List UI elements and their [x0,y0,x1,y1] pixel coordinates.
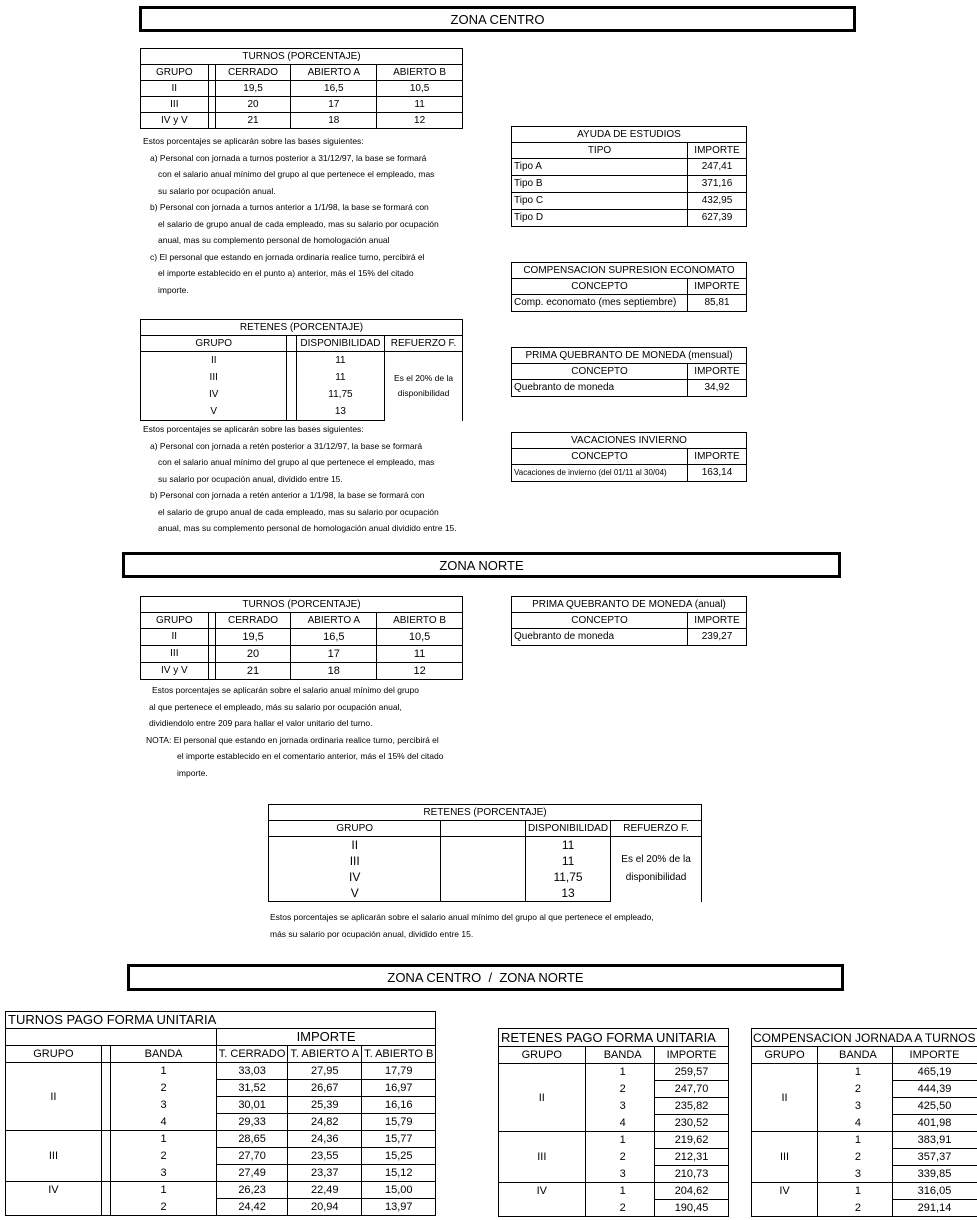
table-title: TURNOS (PORCENTAJE) [141,597,463,613]
cell-importe: 163,14 [688,465,747,482]
cell-concepto: Quebranto de moneda [512,629,688,646]
note-line: c) El personal que estando en jornada ordinaria realice turno, percibirá el [150,251,425,262]
cell-value: 15,77 [362,1131,436,1148]
spacer-column [208,629,215,646]
banner-zona-norte: ZONA NORTE [122,552,841,578]
cell-value: 33,03 [216,1063,288,1080]
col-header: IMPORTE [655,1047,729,1064]
table-economato [511,262,747,312]
cell-importe: 235,82 [655,1098,729,1115]
note-line: Estos porcentajes se aplicarán sobre las bases siguientes: [143,136,364,146]
table-retenes-centro [140,319,463,421]
note-line: el importe establecido en el punto a) anterior, más el 15% del citado [158,268,414,278]
spacer-column [441,821,526,837]
table-row [141,352,463,370]
cell-importe: 401,98 [892,1115,977,1132]
cell-grupo: IV [141,386,287,403]
cell-value: 17,79 [362,1063,436,1080]
table-quebranto-anual [511,596,747,646]
cell-importe: 291,14 [892,1200,977,1217]
cell-banda: 2 [111,1199,216,1216]
cell-importe: 316,05 [892,1183,977,1200]
note-line: anual, mas su complemento personal de homologación anual [158,235,390,245]
spacer-column [101,1046,111,1063]
table-row [141,81,463,97]
cell-importe: 212,31 [655,1149,729,1166]
col-header: GRUPO [141,65,209,81]
col-header: TIPO [512,143,688,159]
table-row [512,176,747,193]
spacer-column [441,837,526,854]
table-row [752,1132,977,1149]
spacer-column [101,1131,111,1182]
cell-value: 17 [291,646,377,663]
cell-importe: 247,70 [655,1081,729,1098]
cell-concepto: Comp. economato (mes septiembre) [512,295,688,312]
cell-value: 24,82 [288,1114,362,1131]
cell-grupo: IV y V [141,663,209,680]
cell-importe: 432,95 [688,193,747,210]
table-compensacion-turnos [751,1028,977,1217]
note-line: el salario de grupo anual de cada empleado, mas su salario por ocupación [158,218,439,229]
cell-banda: 4 [111,1114,216,1131]
table-row [141,113,463,129]
note-line: NOTA: El personal que estando en jornada ordinaria realice turno, percibirá el [146,734,439,745]
cell-concepto: Vacaciones de invierno (del 01/11 al 30/04) [512,465,688,482]
col-header: BANDA [111,1046,216,1063]
cell-banda: 1 [619,1066,626,1079]
cell-grupo: III [499,1132,586,1183]
cell-tipo: Tipo A [512,159,688,176]
cell-tipo: Tipo B [512,176,688,193]
cell-tipo: Tipo C [512,193,688,210]
table-row [141,646,463,663]
table-title: PRIMA QUEBRANTO DE MONEDA (mensual) [512,348,747,364]
table-title: RETENES (PORCENTAJE) [269,805,702,821]
table-retenes-unitaria [498,1028,729,1217]
col-header: IMPORTE [892,1047,977,1064]
col-header: BANDA [591,1047,654,1064]
cell-banda: 1 [854,1066,861,1079]
col-header: REFUERZO F. [385,336,463,352]
cell-banda: 3 [619,1100,626,1112]
col-header: ABIERTO A [291,65,377,81]
note-line: el importe establecido en el comentario anterior, más el 15% del citado [177,751,444,761]
cell-grupo: III [141,646,209,663]
table-title: VACACIONES INVIERNO [512,433,747,449]
cell-value: 27,70 [216,1148,288,1165]
cell-grupo: III [141,97,209,113]
cell-grupo: IV [752,1183,818,1200]
col-header: CERRADO [215,613,291,629]
spacer-column [287,336,296,352]
table-row [499,1183,729,1200]
cell-value: 19,5 [215,629,291,646]
table-row [6,1063,436,1080]
cell-value: 21 [215,113,291,129]
table-row [512,465,747,482]
cell-importe: 219,62 [655,1132,729,1149]
empty-cell [752,1200,818,1217]
note-line: con el salario anual mínimo del grupo al que pertenece el empleado, mas [158,457,435,467]
cell-value: 31,52 [216,1080,288,1097]
cell-grupo: V [141,403,287,421]
cell-value: 11 [377,97,463,113]
cell-banda: 2 [854,1151,861,1163]
cell-importe: 34,92 [688,380,747,397]
banner-zona-centro: ZONA CENTRO [139,6,856,32]
table-row [512,295,747,312]
cell-grupo: III [752,1132,818,1183]
cell-grupo: V [269,885,441,902]
refuerzo-text: disponibilidad [397,388,450,399]
cell-importe: 465,19 [892,1064,977,1081]
spacer-column [818,1183,825,1217]
cell-value: 15,00 [362,1182,436,1199]
table-vacaciones-invierno [511,432,747,482]
cell-banda: 2 [619,1083,626,1095]
cell-value: 11 [526,837,611,854]
col-header: CERRADO [215,65,291,81]
table-row [752,1200,977,1217]
col-header: T. ABIERTO A [288,1046,362,1063]
cell-value: 10,5 [377,629,463,646]
col-header: GRUPO [752,1047,818,1064]
cell-value: 15,12 [362,1165,436,1182]
cell-banda: 2 [854,1083,861,1095]
col-header: CONCEPTO [512,613,688,629]
col-header: CONCEPTO [512,364,688,380]
cell-value: 20 [215,646,291,663]
cell-value: 16,16 [362,1097,436,1114]
cell-value: 10,5 [377,81,463,97]
cell-banda: 2 [160,1150,167,1162]
spacer-column [441,853,526,869]
cell-grupo: IV [269,869,441,885]
cell-value: 26,67 [288,1080,362,1097]
col-header: GRUPO [141,613,209,629]
cell-grupo: III [269,853,441,869]
spacer-column [441,869,526,885]
cell-refuerzo [611,837,702,902]
table-row [499,1064,729,1081]
table-title: RETENES (PORCENTAJE) [141,320,463,336]
spacer-column [287,386,296,403]
empty-cell [6,1199,102,1216]
refuerzo-text: disponibilidad [625,872,687,884]
cell-value: 26,23 [216,1182,288,1199]
note-line: importe. [177,767,208,778]
note-line: Estos porcentajes se aplicarán sobre el salario anual mínimo del grupo al que pertenece el empleado, [270,912,654,922]
cell-importe: 259,57 [655,1064,729,1081]
cell-value: 22,49 [288,1182,362,1199]
note-line: anual, mas su complemento personal de homologación anual dividido entre 15. [158,523,457,533]
spacer-column [287,352,296,370]
note-line: su salario por ocupación anual. [158,185,276,196]
cell-importe: 371,16 [688,176,747,193]
note-line: Estos porcentajes se aplicarán sobre las bases siguientes: [143,424,364,434]
table-row [512,193,747,210]
cell-importe: 210,73 [655,1166,729,1183]
cell-value: 24,36 [288,1131,362,1148]
note-line: con el salario anual mínimo del grupo al que pertenece el empleado, mas [158,169,435,179]
cell-banda: 3 [824,1166,892,1183]
table-turnos-unitaria [5,1011,436,1216]
cell-importe: 239,27 [688,629,747,646]
table-row [6,1131,436,1148]
table-row [6,1182,436,1199]
col-header: GRUPO [269,821,441,837]
cell-value: 11 [377,646,463,663]
refuerzo-text: Es el 20% de la [621,854,691,866]
cell-value: 21 [215,663,291,680]
note-line: al que pertenece el empleado, más su salario por ocupación anual, [149,701,402,712]
cell-banda: 1 [619,1134,626,1147]
cell-value: 16,97 [362,1080,436,1097]
notes-retenes-centro [143,421,457,537]
empty-header [111,1029,216,1046]
spacer-column [818,1064,825,1132]
table-row [512,210,747,227]
table-turnos-centro [140,48,463,129]
note-line: b) Personal con jornada a retén anterior a 1/1/98, la base se formará con [150,490,425,500]
spacer-column [101,1029,111,1046]
cell-banda: 2 [824,1200,892,1217]
note-line: a) Personal con jornada a retén posterior a 31/12/97, la base se formará [150,440,423,451]
cell-banda: 1 [619,1185,626,1198]
note-line: el salario de grupo anual de cada empleado, mas su salario por ocupación [158,506,439,517]
col-header: CONCEPTO [512,449,688,465]
spacer-column [208,81,215,97]
cell-value: 27,49 [216,1165,288,1182]
cell-importe: 339,85 [892,1166,977,1183]
note-line: dividiendolo entre 209 para hallar el valor unitario del turno. [149,718,373,728]
col-header: IMPORTE [688,449,747,465]
table-row [512,380,747,397]
cell-grupo: IV y V [141,113,209,129]
cell-importe: 85,81 [688,295,747,312]
spacer-column [287,403,296,421]
cell-value: 15,79 [362,1114,436,1131]
cell-value: 18 [291,663,377,680]
notes-turnos-norte [146,682,444,781]
cell-concepto: Quebranto de moneda [512,380,688,397]
col-header: ABIERTO B [377,613,463,629]
spacer-column [208,65,215,81]
table-row [499,1200,729,1217]
cell-banda: 2 [619,1151,626,1163]
cell-grupo: II [141,81,209,97]
col-header: T. CERRADO [216,1046,288,1063]
cell-value: 19,5 [215,81,291,97]
cell-value: 30,01 [216,1097,288,1114]
cell-importe: 627,39 [688,210,747,227]
spacer-column [208,663,215,680]
cell-value: 12 [377,113,463,129]
table-row [6,1199,436,1216]
cell-value: 11,75 [296,386,384,403]
table-ayuda-estudios [511,126,747,227]
col-header: GRUPO [141,336,287,352]
empty-header [6,1029,102,1046]
table-row [141,97,463,113]
cell-banda: 3 [111,1165,216,1182]
cell-value: 16,5 [291,629,377,646]
cell-value: 13,97 [362,1199,436,1216]
table-row [141,629,463,646]
cell-importe: 247,41 [688,159,747,176]
importe-header: IMPORTE [216,1029,436,1046]
cell-importe: 444,39 [892,1081,977,1098]
table-row [269,837,702,854]
table-row [752,1183,977,1200]
cell-grupo: IV [6,1182,102,1199]
table-title: AYUDA DE ESTUDIOS [512,127,747,143]
note-line: b) Personal con jornada a turnos anterior a 1/1/98, la base se formará con [150,202,429,212]
col-header: GRUPO [6,1046,102,1063]
cell-value: 13 [296,403,384,421]
spacer-column [208,613,215,629]
cell-banda: 1 [854,1185,861,1198]
cell-grupo: II [141,629,209,646]
cell-grupo: IV [499,1183,586,1200]
table-quebranto-mensual [511,347,747,397]
cell-importe: 204,62 [655,1183,729,1200]
note-line: importe. [158,284,189,295]
table-row [512,629,747,646]
table-row [141,663,463,680]
cell-value: 23,55 [288,1148,362,1165]
cell-grupo: II [499,1064,586,1132]
table-title: RETENES PAGO FORMA UNITARIA [499,1029,729,1047]
cell-tipo: Tipo D [512,210,688,227]
table-turnos-norte [140,596,463,680]
table-row [499,1132,729,1149]
spacer-column [101,1182,111,1216]
cell-banda: 4 [824,1115,892,1132]
cell-banda: 3 [160,1099,167,1111]
cell-grupo: II [752,1064,818,1132]
note-line: más su salario por ocupación anual, dividido entre 15. [270,928,474,939]
col-header: ABIERTO B [377,65,463,81]
col-header: IMPORTE [688,279,747,295]
cell-importe: 230,52 [655,1115,729,1132]
col-header: IMPORTE [688,364,747,380]
col-header: DISPONIBILIDAD [526,821,611,837]
spacer-column [208,646,215,663]
cell-grupo: II [141,352,287,370]
cell-value: 24,42 [216,1199,288,1216]
cell-banda: 4 [591,1115,654,1132]
table-row [752,1064,977,1081]
cell-value: 17 [291,97,377,113]
cell-value: 15,25 [362,1148,436,1165]
col-header: DISPONIBILIDAD [296,336,384,352]
note-line: Estos porcentajes se aplicarán sobre el salario anual mínimo del grupo [152,685,419,695]
spacer-column [287,369,296,386]
col-header: CONCEPTO [512,279,688,295]
cell-grupo: III [141,369,287,386]
spacer-column [101,1063,111,1131]
cell-value: 25,39 [288,1097,362,1114]
title-fill [216,1012,436,1029]
spacer-column [818,1132,825,1183]
table-title: TURNOS (PORCENTAJE) [141,49,463,65]
cell-banda: 2 [160,1082,167,1094]
cell-banda: 1 [160,1184,167,1197]
table-title: COMPENSACION SUPRESION ECONOMATO [512,263,747,279]
cell-importe: 425,50 [892,1098,977,1115]
col-header: IMPORTE [688,613,747,629]
col-header: ABIERTO A [291,613,377,629]
table-title: COMPENSACION JORNADA A TURNOS [753,1030,976,1045]
cell-value: 16,5 [291,81,377,97]
cell-banda: 3 [854,1100,861,1112]
cell-banda: 3 [591,1166,654,1183]
cell-grupo: II [6,1063,102,1131]
spacer-column [208,113,215,129]
notes-retenes-norte [270,909,654,942]
table-title: PRIMA QUEBRANTO DE MONEDA (anual) [512,597,747,613]
col-header: T. ABIERTO B [362,1046,436,1063]
table-retenes-norte [268,804,702,902]
col-header: GRUPO [499,1047,586,1064]
table-row [512,159,747,176]
note-line: su salario por ocupación anual, dividido entre 15. [158,473,343,484]
notes-turnos-centro [143,133,439,298]
cell-importe: 190,45 [655,1200,729,1217]
cell-importe: 357,37 [892,1149,977,1166]
cell-value: 27,95 [288,1063,362,1080]
cell-value: 11 [296,352,384,370]
cell-value: 29,33 [216,1114,288,1131]
banner-zona-centro-norte: ZONA CENTRO / ZONA NORTE [127,964,844,991]
cell-value: 28,65 [216,1131,288,1148]
col-header: IMPORTE [688,143,747,159]
cell-banda: 2 [591,1200,654,1217]
table-title: TURNOS PAGO FORMA UNITARIA [6,1012,217,1029]
refuerzo-text: Es el 20% de la [394,373,454,384]
note-line: a) Personal con jornada a turnos posterior a 31/12/97, la base se formará [150,152,427,163]
cell-value: 11 [296,369,384,386]
cell-banda: 1 [160,1133,167,1146]
cell-grupo: II [269,837,441,854]
cell-value: 20 [215,97,291,113]
spacer-column [441,885,526,902]
cell-importe: 383,91 [892,1132,977,1149]
col-header: REFUERZO F. [611,821,702,837]
cell-value: 23,37 [288,1165,362,1182]
spacer-column [818,1047,825,1064]
spacer-column [208,97,215,113]
cell-banda: 1 [854,1134,861,1147]
cell-grupo: III [6,1131,102,1182]
cell-value: 20,94 [288,1199,362,1216]
cell-refuerzo [385,352,463,421]
cell-value: 12 [377,663,463,680]
cell-value: 13 [526,885,611,902]
cell-value: 18 [291,113,377,129]
col-header: BANDA [824,1047,892,1064]
cell-banda: 1 [160,1065,167,1078]
cell-value: 11 [526,853,611,869]
cell-value: 11,75 [526,869,611,885]
empty-cell [499,1200,586,1217]
